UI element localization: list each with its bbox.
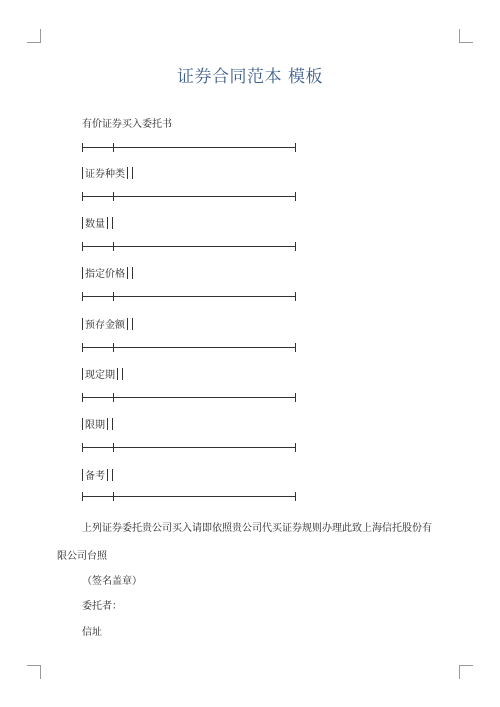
field-label: 备考: [85, 471, 105, 482]
document-subtitle: 有价证券买入委托书: [82, 119, 172, 130]
table-rule: [82, 343, 296, 352]
margin-corner-bottom-left: [27, 665, 41, 679]
table-rule: [82, 492, 296, 501]
field-label: 预存金额: [85, 320, 125, 331]
table-rule: [82, 143, 296, 152]
field-label: 证券种类: [85, 169, 125, 180]
field-label: 数量: [85, 219, 105, 230]
table-rule: [82, 292, 296, 301]
field-row-fixed-term: [82, 366, 125, 381]
margin-corner-top-left: [27, 29, 41, 43]
field-row-security-type: [82, 165, 135, 180]
field-row-deadline: [82, 416, 115, 431]
field-label: 现定期: [85, 370, 115, 381]
signature-note: （签名盖章）: [82, 576, 142, 587]
client-label: 委托者：: [82, 601, 122, 612]
field-label: 限期: [85, 420, 105, 431]
field-label: 指定价格: [85, 269, 125, 280]
margin-corner-bottom-right: [459, 665, 473, 679]
table-rule: [82, 242, 296, 251]
document-title: 证券合同范本 模板: [177, 67, 323, 87]
table-rule: [82, 192, 296, 201]
body-text-line1: 上列证券委托贵公司买入请即依照贵公司代买证券规则办理此致上海信托股份有: [82, 523, 432, 534]
margin-corner-top-right: [459, 29, 473, 43]
field-row-price: [82, 265, 135, 280]
table-rule: [82, 393, 296, 402]
field-row-remarks: [82, 467, 115, 482]
field-row-quantity: [82, 215, 115, 230]
table-rule: [82, 443, 296, 452]
body-text-line2: 限公司台照: [57, 551, 107, 562]
address-label: 信址: [82, 627, 102, 638]
field-row-deposit: [82, 316, 135, 331]
